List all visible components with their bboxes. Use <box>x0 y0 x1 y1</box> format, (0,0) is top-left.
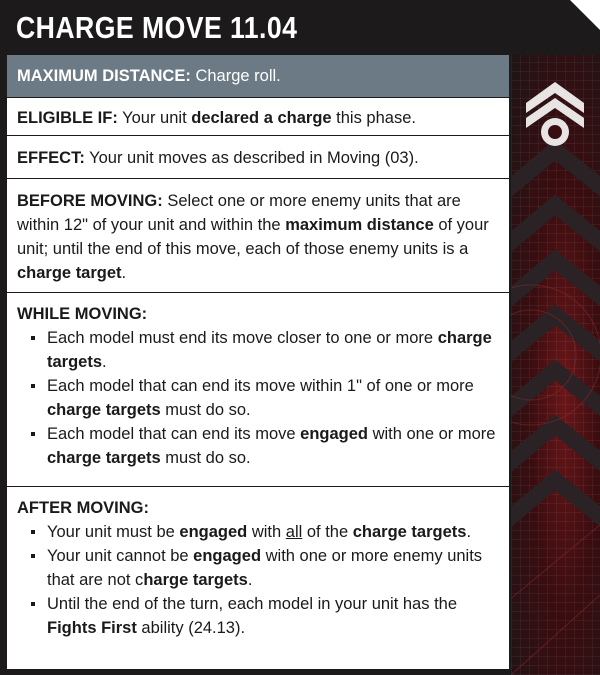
item-keyword-2: charge targets <box>352 523 467 541</box>
item-text: Until the end of the turn, each model in your unit has the <box>47 595 458 613</box>
list-item <box>17 520 499 544</box>
rule-content <box>7 55 509 669</box>
item-text-end: must do so. <box>160 449 251 467</box>
item-text-2: with one or more enemy units that are not c <box>47 547 483 589</box>
list-item <box>17 422 499 470</box>
effect-row <box>7 136 509 179</box>
after-moving-label: AFTER MOVING: <box>17 499 149 517</box>
eligible-row <box>7 98 509 136</box>
item-keyword-2: charge targets <box>47 449 161 467</box>
item-keyword: engaged <box>300 425 368 443</box>
item-text: Each model must end its move closer to one or more <box>47 329 438 347</box>
item-text-3: of the <box>302 523 353 541</box>
header-corner-cut <box>570 0 600 30</box>
item-text: Your unit cannot be <box>47 547 194 565</box>
before-moving-row <box>7 179 509 293</box>
before-text: Select one or more enemy units that are within 12" of your unit and within the <box>17 192 461 234</box>
item-keyword-2: harge targets <box>143 571 248 589</box>
while-moving-row <box>7 293 509 487</box>
chevron-pattern <box>511 55 600 675</box>
item-keyword: charge targets <box>47 329 492 371</box>
charge-chevron-icon <box>526 82 584 146</box>
before-keyword-max: maximum distance <box>285 216 434 234</box>
list-item <box>17 592 499 640</box>
eligible-text-end: this phase. <box>331 109 416 127</box>
item-keyword: engaged <box>179 523 248 541</box>
before-keyword-target: charge target <box>17 264 122 282</box>
item-keyword: engaged <box>193 547 262 565</box>
side-decoration-panel <box>511 55 600 675</box>
item-text-end: . <box>247 571 253 589</box>
item-text-end: . <box>466 523 472 541</box>
list-item <box>17 326 499 374</box>
effect-text: Your unit moves as described in Moving (03). <box>84 149 419 167</box>
page-title: CHARGE MOVE 11.04 <box>16 10 298 45</box>
before-text-2: of your unit; until the end of this move, each of those enemy units is a <box>17 216 489 258</box>
effect-label: EFFECT: <box>17 149 85 167</box>
while-moving-list <box>17 326 499 470</box>
item-underlined: all <box>285 523 303 541</box>
while-moving-label: WHILE MOVING: <box>17 305 148 323</box>
item-text-2: with <box>247 523 286 541</box>
max-distance-label: MAXIMUM DISTANCE: <box>17 67 191 85</box>
max-distance-row <box>7 55 509 98</box>
eligible-text: Your unit <box>117 109 192 127</box>
item-text-2: with one or more <box>368 425 496 443</box>
card-header <box>0 0 600 55</box>
item-keyword: charge targets <box>47 401 161 419</box>
eligible-label: ELIGIBLE IF: <box>17 109 118 127</box>
item-text-end: . <box>102 353 107 371</box>
before-text-end: . <box>121 264 127 282</box>
eligible-keyword: declared a charge <box>191 109 332 127</box>
item-text: Each model that can end its move <box>47 425 301 443</box>
item-text-end: ability (24.13). <box>136 619 246 637</box>
before-moving-label: BEFORE MOVING: <box>17 192 163 210</box>
item-text-end: must do so. <box>160 401 251 419</box>
after-moving-list <box>17 520 499 640</box>
list-item <box>17 374 499 422</box>
item-text: Your unit must be <box>47 523 180 541</box>
item-text: Each model that can end its move within 1" of one or more <box>47 377 474 395</box>
item-keyword: Fights First <box>47 619 137 637</box>
max-distance-value: Charge roll. <box>190 67 281 85</box>
list-item <box>17 544 499 592</box>
after-moving-row <box>7 487 509 669</box>
